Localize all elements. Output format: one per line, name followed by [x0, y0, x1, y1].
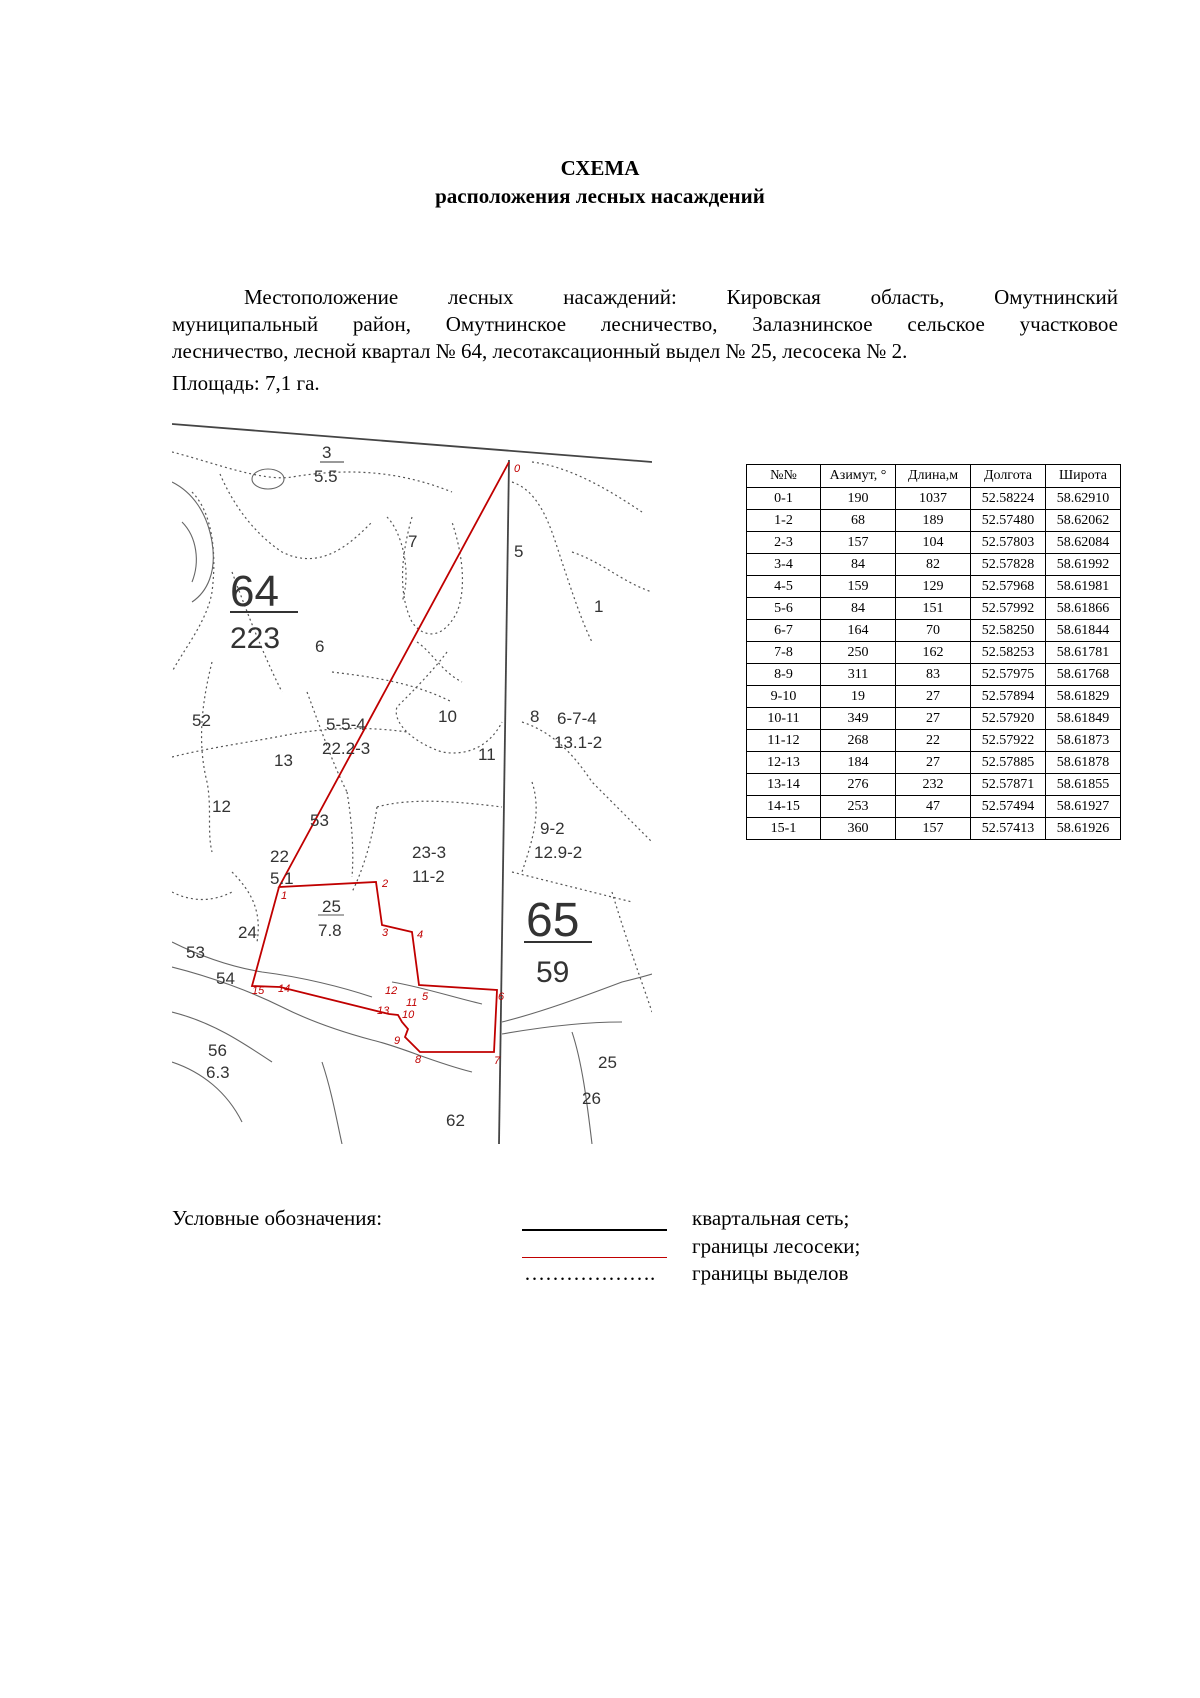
table-row: [747, 774, 1121, 796]
table-cell: 159: [821, 576, 896, 598]
legend-label: Условные обозначения:: [172, 1206, 383, 1230]
table-cell: 58.61844: [1046, 620, 1121, 642]
table-cell: 47: [896, 796, 971, 818]
table-cell: 151: [896, 598, 971, 620]
point-label-9: 9: [394, 1035, 401, 1047]
table-cell: 276: [821, 774, 896, 796]
table-row: [747, 708, 1121, 730]
table-cell: 11-12: [747, 730, 821, 752]
table-cell: 58.61855: [1046, 774, 1121, 796]
table-cell: 52.57922: [971, 730, 1046, 752]
point-label-5: 5: [422, 991, 429, 1003]
table-cell: 14-15: [747, 796, 821, 818]
compartment-label: 25: [598, 1053, 617, 1072]
table-row: [747, 598, 1121, 620]
compartment-label: 12: [212, 797, 231, 816]
legend-item-quarter-net: квартальная сеть;: [692, 1206, 850, 1230]
table-row: [747, 796, 1121, 818]
table-cell: 22: [896, 730, 971, 752]
area-text: Площадь: 7,1 га.: [172, 371, 320, 395]
table-cell: 129: [896, 576, 971, 598]
table-row: [747, 642, 1121, 664]
legend-cut-boundary-line: [522, 1257, 667, 1258]
point-label-14: 14: [278, 983, 291, 995]
page-subtitle: расположения лесных насаждений: [435, 184, 765, 208]
point-label-2: 2: [382, 878, 389, 890]
table-cell: 2-3: [747, 532, 821, 554]
table-cell: 58.61849: [1046, 708, 1121, 730]
compartment-label: 22.2-3: [322, 739, 371, 758]
table-cell: 4-5: [747, 576, 821, 598]
forest-map: [172, 422, 652, 1144]
table-cell: 311: [821, 664, 896, 686]
table-cell: 52.58253: [971, 642, 1046, 664]
table-cell: 232: [896, 774, 971, 796]
compartment-label: 52: [192, 711, 211, 730]
column-header: Длина,м: [896, 465, 971, 488]
compartment-label: 5: [514, 542, 524, 561]
table-cell: 58.61878: [1046, 752, 1121, 774]
compartment-label: 6.3: [206, 1063, 230, 1082]
compartment-label: 1: [594, 597, 604, 616]
compartment-label: 53: [186, 943, 205, 962]
table-cell: 70: [896, 620, 971, 642]
table-cell: 15-1: [747, 818, 821, 840]
table-row: [747, 752, 1121, 774]
table-cell: 7-8: [747, 642, 821, 664]
table-row: [747, 620, 1121, 642]
point-label-4: 4: [417, 929, 424, 941]
compartment-label: 24: [238, 923, 257, 942]
compartment-label: 7: [408, 532, 418, 551]
table-cell: 82: [896, 554, 971, 576]
table-cell: 19: [821, 686, 896, 708]
table-cell: 1037: [896, 488, 971, 510]
table-cell: 9-10: [747, 686, 821, 708]
quarter-64-area: 223: [230, 622, 281, 655]
table-cell: 189: [896, 510, 971, 532]
column-header: Долгота: [971, 465, 1046, 488]
table-row: [747, 576, 1121, 598]
table-cell: 13-14: [747, 774, 821, 796]
compartment-label: 11-2: [412, 867, 445, 886]
table-cell: 58.61981: [1046, 576, 1121, 598]
table-cell: 58.61927: [1046, 796, 1121, 818]
table-cell: 5-6: [747, 598, 821, 620]
table-cell: 58.62084: [1046, 532, 1121, 554]
table-cell: 157: [896, 818, 971, 840]
column-header: №№: [747, 465, 821, 488]
point-label-8: 8: [415, 1054, 422, 1066]
table-cell: 12-13: [747, 752, 821, 774]
table-cell: 164: [821, 620, 896, 642]
compartment-label: 62: [446, 1111, 465, 1130]
table-cell: 52.57885: [971, 752, 1046, 774]
table-cell: 27: [896, 708, 971, 730]
table-cell: 52.57920: [971, 708, 1046, 730]
compartment-label: 22: [270, 847, 289, 866]
table-cell: 253: [821, 796, 896, 818]
point-label-13: 13: [377, 1005, 390, 1017]
table-cell: 349: [821, 708, 896, 730]
quarter-65-area: 59: [536, 956, 570, 989]
table-header-row: [747, 465, 1121, 488]
table-cell: 58.61829: [1046, 686, 1121, 708]
table-cell: 360: [821, 818, 896, 840]
legend-item-compartment-boundary: границы выделов: [692, 1261, 849, 1285]
compartment-label: 12.9-2: [534, 843, 583, 862]
quarter-65-number: 65: [526, 894, 580, 947]
legend-compartment-dots: ……………….: [524, 1261, 656, 1285]
table-cell: 6-7: [747, 620, 821, 642]
table-row: [747, 510, 1121, 532]
table-cell: 52.57975: [971, 664, 1046, 686]
table-cell: 52.57413: [971, 818, 1046, 840]
table-cell: 68: [821, 510, 896, 532]
table-cell: 52.57828: [971, 554, 1046, 576]
point-label-15: 15: [252, 985, 265, 997]
point-label-3: 3: [382, 927, 389, 939]
table-row: [747, 664, 1121, 686]
point-label-6: 6: [498, 991, 505, 1003]
table-cell: 190: [821, 488, 896, 510]
compartment-label: 7.8: [318, 921, 342, 940]
table-cell: 52.57803: [971, 532, 1046, 554]
point-label-11: 11: [406, 997, 418, 1009]
table-cell: 52.57968: [971, 576, 1046, 598]
compartment-label: 56: [208, 1041, 227, 1060]
compartment-label: 6-7-4: [557, 709, 597, 728]
column-header: Широта: [1046, 465, 1121, 488]
table-cell: 58.61926: [1046, 818, 1121, 840]
table-row: [747, 554, 1121, 576]
quarter-64-number: 64: [230, 567, 279, 616]
table-cell: 8-9: [747, 664, 821, 686]
table-cell: 162: [896, 642, 971, 664]
page-title: СХЕМА: [560, 156, 640, 180]
table-cell: 52.57894: [971, 686, 1046, 708]
compartment-label: 9-2: [540, 819, 565, 838]
compartment-label: 5-5-4: [326, 715, 366, 734]
table-row: [747, 488, 1121, 510]
table-row: [747, 686, 1121, 708]
legend-item-cut-boundary: границы лесосеки;: [692, 1234, 861, 1258]
coordinates-table: [746, 464, 1121, 840]
compartment-label: 6: [315, 637, 325, 656]
table-cell: 3-4: [747, 554, 821, 576]
compartment-label: 11: [478, 745, 496, 764]
point-label-12: 12: [385, 985, 398, 997]
table-cell: 10-11: [747, 708, 821, 730]
table-cell: 27: [896, 686, 971, 708]
compartment-label: 8: [530, 707, 540, 726]
table-cell: 52.57494: [971, 796, 1046, 818]
compartment-label: 53: [310, 811, 329, 830]
point-label-7: 7: [494, 1055, 501, 1067]
table-cell: 157: [821, 532, 896, 554]
location-line-1: Местоположение лесных насаждений: Кировская область, Омутнинский: [244, 285, 1118, 309]
table-row: [747, 730, 1121, 752]
point-label-0: 0: [514, 463, 521, 475]
table-cell: 0-1: [747, 488, 821, 510]
compartment-label: 5.1: [270, 869, 294, 888]
table-cell: 58.61873: [1046, 730, 1121, 752]
location-line-2: муниципальный район, Омутнинское лесничество, Залазнинское сельское участковое: [172, 312, 1118, 336]
legend-quarter-net-line: [522, 1229, 667, 1231]
table-cell: 58.61781: [1046, 642, 1121, 664]
table-cell: 84: [821, 598, 896, 620]
table-cell: 52.57480: [971, 510, 1046, 532]
table-cell: 52.58224: [971, 488, 1046, 510]
table-cell: 1-2: [747, 510, 821, 532]
column-header: Азимут, °: [821, 465, 896, 488]
table-cell: 52.57992: [971, 598, 1046, 620]
point-label-10: 10: [402, 1009, 415, 1021]
location-paragraph: [172, 284, 1118, 365]
table-cell: 84: [821, 554, 896, 576]
compartment-label: 23-3: [412, 843, 447, 862]
compartment-label: 13.1-2: [554, 733, 603, 752]
location-line-3: лесничество, лесной квартал № 64, лесотаксационный выдел № 25, лесосека № 2.: [172, 339, 908, 363]
table-cell: 58.61768: [1046, 664, 1121, 686]
table-cell: 58.62910: [1046, 488, 1121, 510]
table-cell: 268: [821, 730, 896, 752]
compartment-label: 5.5: [314, 467, 338, 486]
compartment-label: 25: [322, 897, 341, 916]
table-cell: 58.62062: [1046, 510, 1121, 532]
table-cell: 184: [821, 752, 896, 774]
table-cell: 104: [896, 532, 971, 554]
table-row: [747, 532, 1121, 554]
table-row: [747, 818, 1121, 840]
compartment-label: 3: [322, 443, 332, 462]
compartment-label: 10: [438, 707, 457, 726]
table-cell: 52.57871: [971, 774, 1046, 796]
compartment-label: 26: [582, 1089, 601, 1108]
compartment-label: 13: [274, 751, 293, 770]
table-cell: 58.61992: [1046, 554, 1121, 576]
table-cell: 52.58250: [971, 620, 1046, 642]
table-cell: 58.61866: [1046, 598, 1121, 620]
point-label-1: 1: [281, 890, 288, 902]
table-cell: 27: [896, 752, 971, 774]
table-cell: 83: [896, 664, 971, 686]
compartment-label: 54: [216, 969, 235, 988]
table-cell: 250: [821, 642, 896, 664]
